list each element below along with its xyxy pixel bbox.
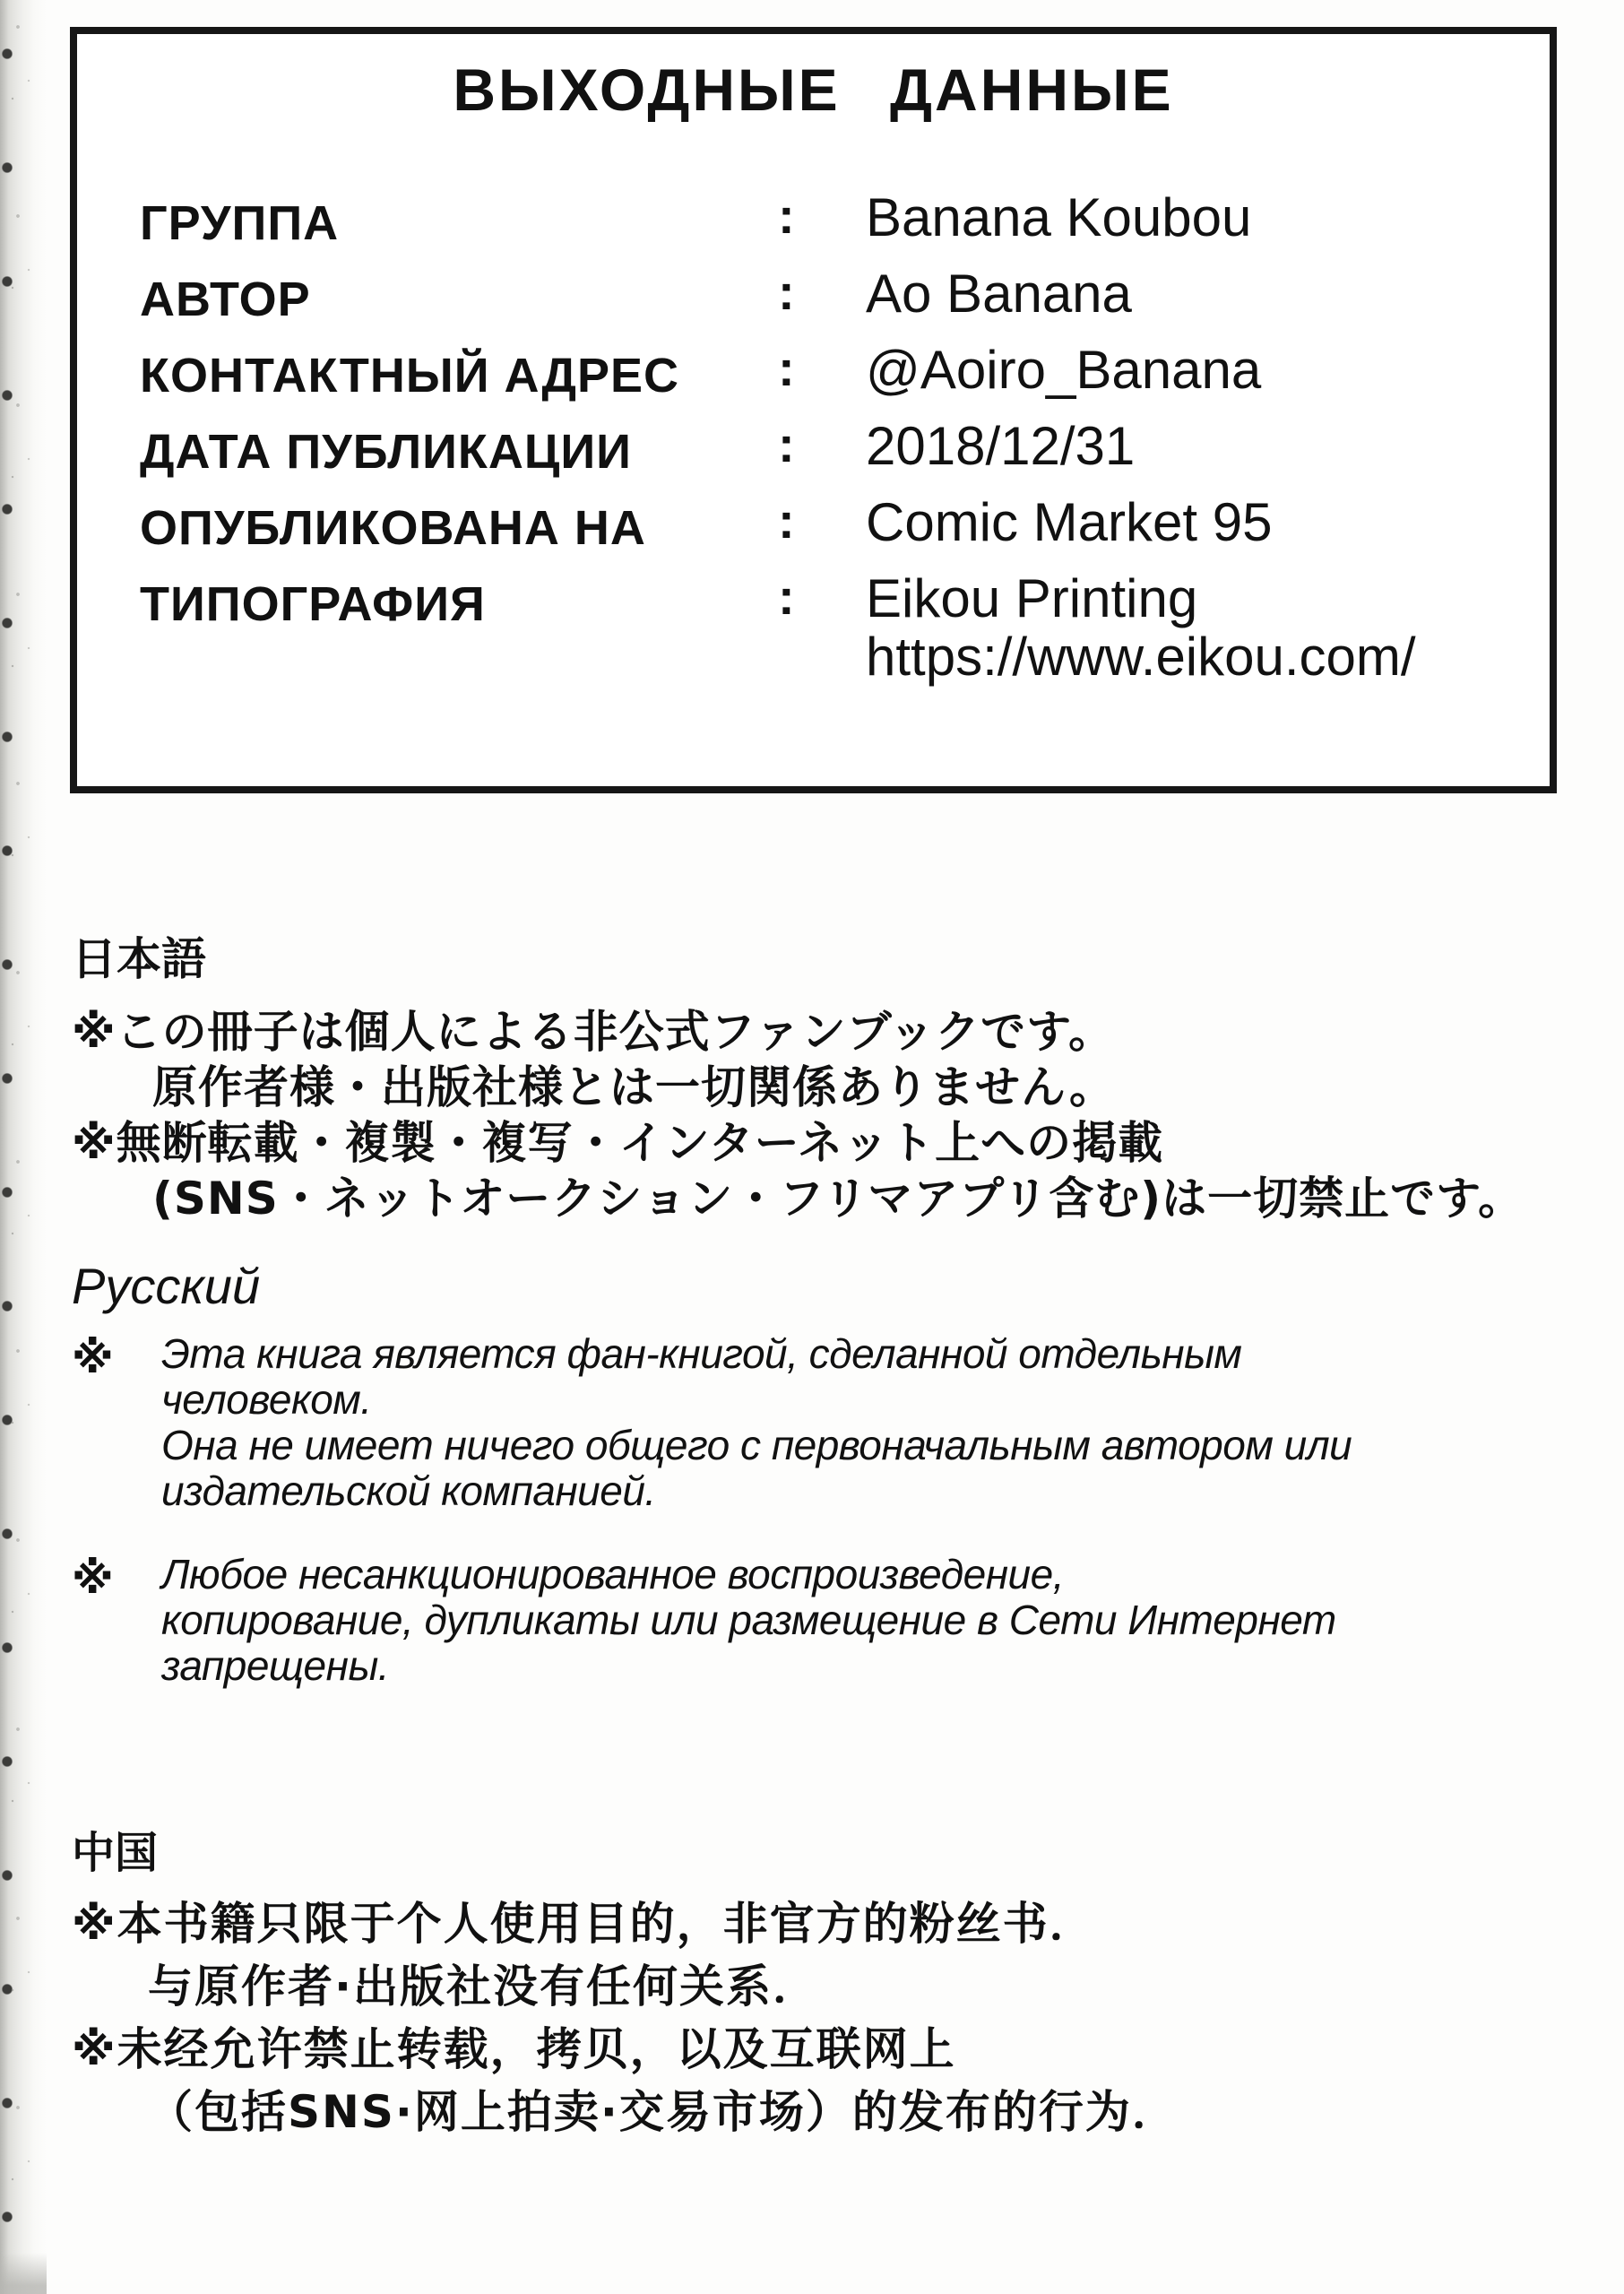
row-value: Comic Market 95: [866, 492, 1273, 552]
disclaimer-line: ※本书籍只限于个人使用目的，非官方的粉丝书．: [72, 1898, 1096, 1950]
russian-paragraph-2: [72, 1552, 1595, 1689]
reference-mark: ※: [72, 1554, 114, 1604]
table-row: [77, 491, 1550, 567]
disclaimer-line: 与原作者·出版社没有任何关系．: [148, 1961, 819, 2013]
japanese-disclaimer: [72, 1004, 1595, 1226]
row-colon: :: [778, 568, 795, 625]
row-value: @Aoiro_Banana: [866, 340, 1262, 400]
row-value: 2018/12/31: [866, 416, 1136, 476]
disclaimer-line: Любое несанкционированное воспроизведение,: [161, 1551, 1064, 1597]
japanese-heading: 日本語: [72, 933, 206, 985]
section-chinese: [72, 1818, 1595, 2143]
row-colon: :: [778, 187, 795, 244]
row-label: КОНТАКТНЫЙ АДРЕС: [140, 349, 680, 403]
chinese-heading: 中国: [72, 1828, 159, 1878]
colophon-box: [70, 27, 1557, 793]
row-value: Ao Banana: [866, 264, 1132, 324]
section-japanese: [72, 923, 1595, 1226]
disclaimer-line: запрещены.: [161, 1642, 390, 1689]
chinese-disclaimer: [72, 1892, 1595, 2143]
credits-table: [77, 186, 1550, 687]
reference-mark: ※: [72, 1333, 114, 1383]
russian-paragraph-1: [72, 1331, 1595, 1514]
disclaimer-line: Она не имеет ничего общего с первоначальным автором или: [161, 1422, 1352, 1468]
disclaimer-line: ※無断転載・複製・複写・インターネット上への掲載: [72, 1117, 1164, 1169]
table-row: [77, 263, 1550, 339]
section-russian: [72, 1257, 1595, 1689]
printer-name: Eikou Printing: [866, 568, 1198, 628]
disclaimer-line: ※未经允许禁止转载，拷贝，以及互联网上: [72, 2023, 956, 2075]
row-label: ОПУБЛИКОВАНА НА: [140, 501, 646, 555]
table-row: [77, 415, 1550, 491]
row-label: ДАТА ПУБЛИКАЦИИ: [140, 425, 632, 479]
disclaimer-line: ※この冊子は個人による非公式ファンブックです。: [72, 1006, 1115, 1058]
disclaimer-line: 原作者様・出版社様とは一切関係ありません。: [152, 1061, 1115, 1113]
row-label: ТИПОГРАФИЯ: [140, 577, 486, 631]
row-value: Banana Koubou: [866, 187, 1252, 247]
row-colon: :: [778, 416, 795, 472]
disclaimer-line: копирование, дупликаты или размещение в Сети Интернет: [161, 1597, 1336, 1643]
row-value: [866, 567, 1550, 695]
page-title: ВЫХОДНЫЕ ДАННЫЕ: [453, 56, 1174, 123]
table-row: [77, 186, 1550, 263]
disclaimer-line: (SNS・ネットオークション・フリマアプリ含む)は一切禁止です。: [152, 1173, 1525, 1225]
table-row: [77, 339, 1550, 415]
table-row: [77, 567, 1550, 687]
printer-url: https://www.eikou.com/: [866, 627, 1416, 687]
row-colon: :: [778, 264, 795, 320]
scanned-paper-edge: [0, 0, 47, 2294]
disclaimer-line: （包括SNS·网上拍卖·交易市场）的发布的行为．: [148, 2086, 1179, 2138]
disclaimer-line: издательской компанией.: [161, 1467, 656, 1514]
row-label: АВТОР: [140, 273, 311, 326]
row-colon: :: [778, 340, 795, 396]
russian-heading: Русский: [72, 1258, 261, 1314]
row-colon: :: [778, 492, 795, 549]
disclaimer-line: человеком.: [161, 1376, 372, 1423]
disclaimer-line: Эта книга является фан-книгой, сделанной отдельным: [161, 1330, 1242, 1377]
row-label: ГРУППА: [140, 196, 340, 250]
